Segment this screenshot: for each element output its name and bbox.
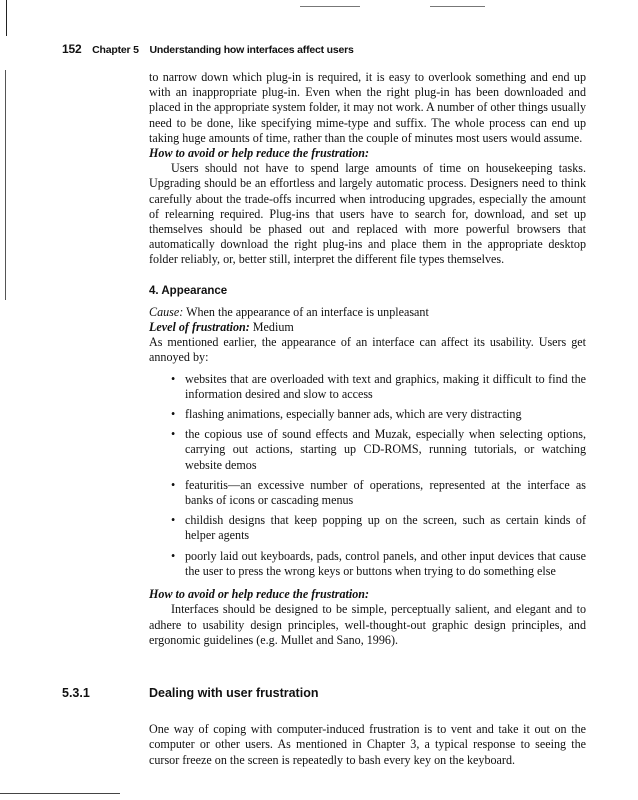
intro-paragraph: to narrow down which plug-in is required, it is easy to overlook something and end up with an inappropriate plug-in. Even when the right plug-in has been downloaded and placed in the appropriate system folder, it may not work. A number of other things usually need to be done, like specifying mime-type and suffix. The whole process can end up taking huge amounts of time, rather than the couple of minutes most users would assume. [149,70,586,145]
scan-edge-line [5,70,6,300]
running-header [62,42,602,56]
chapter-title: Understanding how interfaces affect users [149,44,354,56]
scan-dash [430,6,485,7]
list-item: • websites that are overloaded with text and graphics, making it difficult to find the information desired and slow to access [171,372,586,402]
section-title: Dealing with user frustration [149,686,319,700]
list-item: • childish designs that keep popping up on the screen, such as certain kinds of helper agents [171,513,586,543]
section-heading [62,686,602,700]
list-item: • featuritis—an excessive number of operations, represented at the interface as banks of icons or cascading menus [171,478,586,508]
scan-dash [300,6,360,7]
scan-edge-line [6,0,7,36]
main-text [149,70,586,648]
cause-text: When the appearance of an interface is unpleasant [183,304,429,319]
avoid-heading-1: How to avoid or help reduce the frustration: [149,146,370,161]
avoid-heading-2: How to avoid or help reduce the frustration: [149,587,370,602]
level-line [149,320,586,335]
page-number: 152 [62,42,82,56]
chapter-label: Chapter 5 [92,44,139,56]
list-item: • poorly laid out keyboards, pads, control panels, and other input devices that cause the user to press the wrong keys or buttons when trying to do something else [171,549,586,579]
level-text: Medium [249,320,294,335]
cause-line [149,305,586,320]
section-number: 5.3.1 [62,686,90,700]
appearance-lead: As mentioned earlier, the appearance of an interface can affect its usability. Users get annoyed by: [149,335,586,365]
level-label: Level of frustration: [149,320,250,335]
avoid-text-2: Interfaces should be designed to be simple, perceptually salient, and elegant and to adhere to usability design principles, well-thought-out graphic design principles, and ergonomic guidelines (e.g. Mullet and Sano, 1996). [149,602,586,647]
section-paragraph: One way of coping with computer-induced frustration is to vent and take it out on the computer or other users. As mentioned in Chapter 3, a typical response to seeing the cursor freeze on the screen is repeatedly to bash every key on the keyboard. [149,722,586,767]
cause-label: Cause: [149,304,184,319]
appearance-heading: 4. Appearance [149,284,228,297]
section-text-block [149,710,586,780]
list-item: • flashing animations, especially banner ads, which are very distracting [171,407,586,422]
annoyance-list [149,372,586,579]
list-item: • the copious use of sound effects and Muzak, especially when selecting options, carrying out actions, starting up CD-ROMS, running tutorials, or watching website demos [171,427,586,473]
scan-bottom-line [0,793,120,794]
avoid-text-1: Users should not have to spend large amounts of time on housekeeping tasks. Upgrading should be an effortless and largely automatic process. Designers need to think carefully about the trade-offs incurred when introducing upgrades, especially the amount of relearning required. Plug-ins that users have to search for, download, and set up themselves should be phased out and replaced with more powerful browsers that automatically download the right plug-ins and place them in the appropriate desktop folder reliably, or, better still, interpret the different file types themselves. [149,161,586,267]
